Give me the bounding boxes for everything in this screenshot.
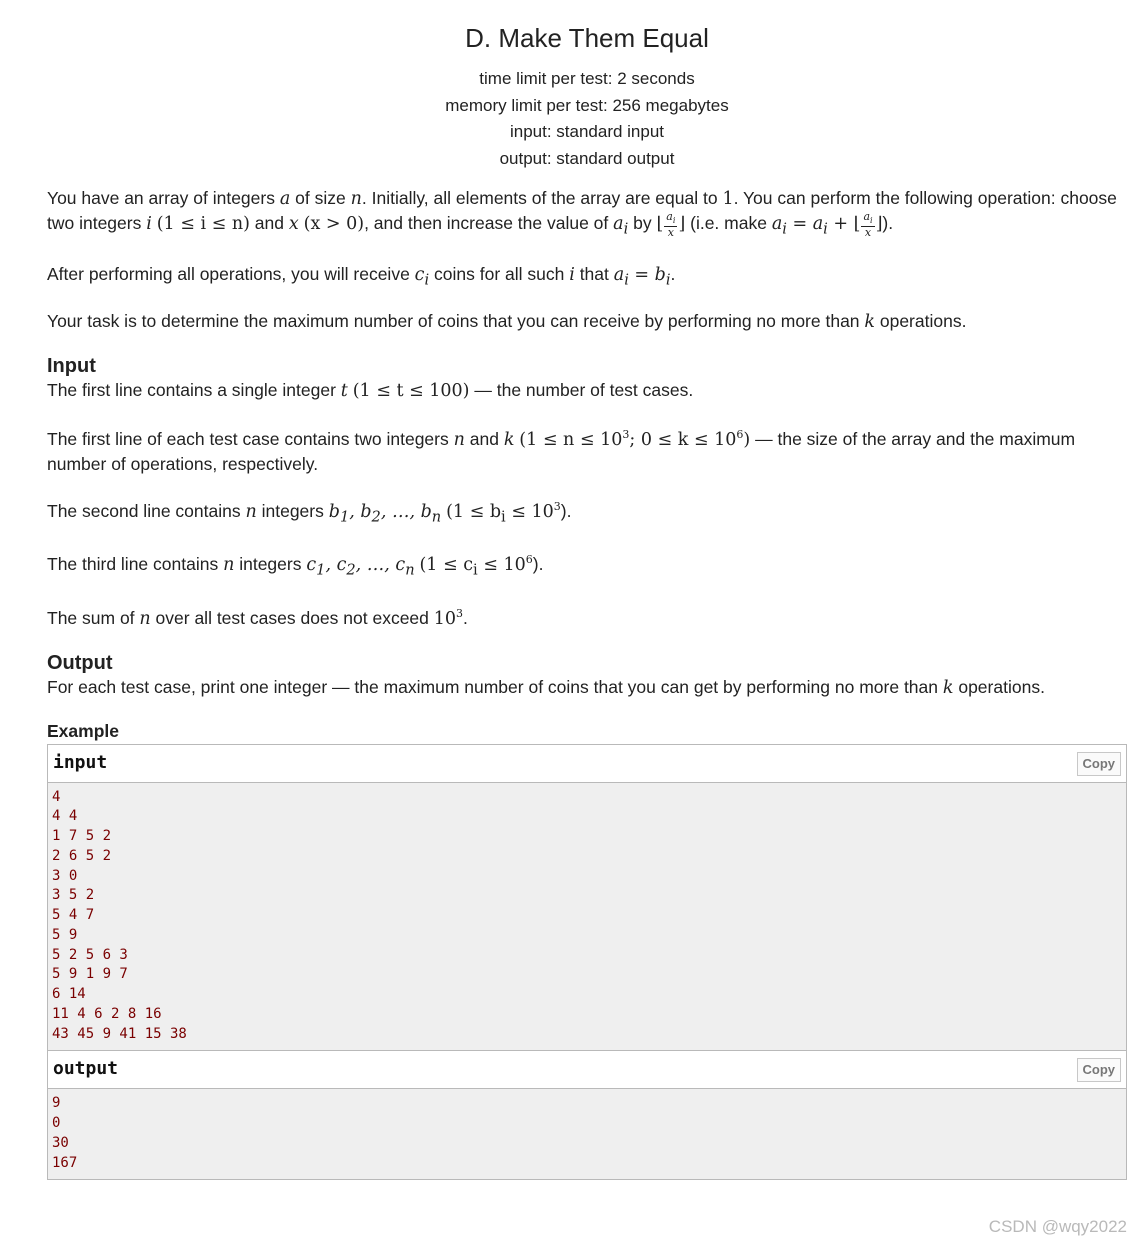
output-section-title: Output (47, 651, 113, 674)
io-line: 5 9 1 9 7 (52, 966, 128, 983)
example-input-box (47, 744, 1127, 1052)
io-line: 167 (52, 1154, 78, 1171)
example-title: Example (47, 720, 119, 741)
input-line-5: The sum of n over all test cases does not exceed $10^3$. (47, 606, 468, 629)
example-input-header (48, 745, 1126, 783)
copy-output-button[interactable]: Copy (1077, 1058, 1122, 1082)
legend-paragraph-2: After performing all operations, you will receive $c_i$ coins for all such i that $a_i = b_i$. (47, 263, 676, 289)
io-line: 3 5 2 (52, 887, 95, 904)
input-line-3: The second line contains n integers $b_1$, $b_2$, …, $b_n$ $(1 \le b_i \le 10^3)$. (47, 500, 572, 526)
memory-limit: memory limit per test: 256 megabytes (445, 95, 729, 115)
io-line: 4 4 (52, 808, 78, 825)
output-description: For each test case, print one integer — the maximum number of coins that you can get by performing no more than k operations. (47, 676, 1045, 698)
io-line: 5 2 5 6 3 (52, 946, 128, 963)
io-line: 5 9 (52, 926, 78, 943)
io-line: 6 14 (52, 986, 86, 1003)
example-output-content (48, 1089, 1126, 1179)
input-spec: input: standard input (509, 122, 665, 141)
problem-title: D. Make Them Equal (465, 23, 709, 53)
io-line: 5 4 7 (52, 907, 95, 924)
example-input-content (48, 783, 1126, 1051)
problem-statement (47, 20, 1127, 1180)
example-input-label: input (53, 751, 108, 773)
io-line: 30 (52, 1134, 69, 1151)
example-output-header (48, 1051, 1126, 1089)
io-line: 4 (52, 788, 61, 805)
example-output-box (47, 1051, 1127, 1180)
output-spec: output: standard output (499, 148, 675, 168)
example-output-label: output (53, 1058, 119, 1080)
io-line: 2 6 5 2 (52, 847, 112, 864)
io-line: 9 (52, 1095, 61, 1112)
copy-input-button[interactable]: Copy (1077, 752, 1122, 776)
input-line-1: The first line contains a single integer t (1 ≤ t ≤ 100) — the number of test cases. (47, 380, 694, 402)
io-line: 3 0 (52, 867, 78, 884)
limits-block (47, 66, 1127, 172)
input-line-2: The first line of each test case contains two integers n and k ($1 \le n \le 10^3$; $0 \le k \le 10^6$) — the size of the array and the maximum number of operations, respectively. (47, 428, 1076, 475)
io-line: 1 7 5 2 (52, 828, 112, 845)
watermark: CSDN @wqy2022 (988, 1217, 1127, 1236)
io-line: 0 (52, 1115, 61, 1132)
time-limit: time limit per test: 2 seconds (479, 69, 695, 88)
legend-paragraph-1: You have an array of integers a of size n. Initially, all elements of the array are equal to 1. You can perform the following operation: choose two integers i (1 ≤ i ≤ n) and x (x > 0), and then increase the value of $a_i$ by ⌊ $\frac{a_i}{x}$ ⌋ (i.e. make $a_i = a_i$ + ⌊ $\frac{a_i}{x}$ ⌋). (47, 188, 1117, 240)
io-line: 43 45 9 41 15 38 (52, 1025, 187, 1042)
input-line-4: The third line contains n integers $c_1$, $c_2$, …, $c_n$ $(1 \le c_i \le 10^6)$. (47, 553, 544, 579)
input-section-title: Input (47, 355, 96, 378)
legend-paragraph-3: Your task is to determine the maximum number of coins that you can receive by performing no more than k operations. (47, 311, 967, 333)
io-line: 11 4 6 2 8 16 (52, 1005, 162, 1022)
